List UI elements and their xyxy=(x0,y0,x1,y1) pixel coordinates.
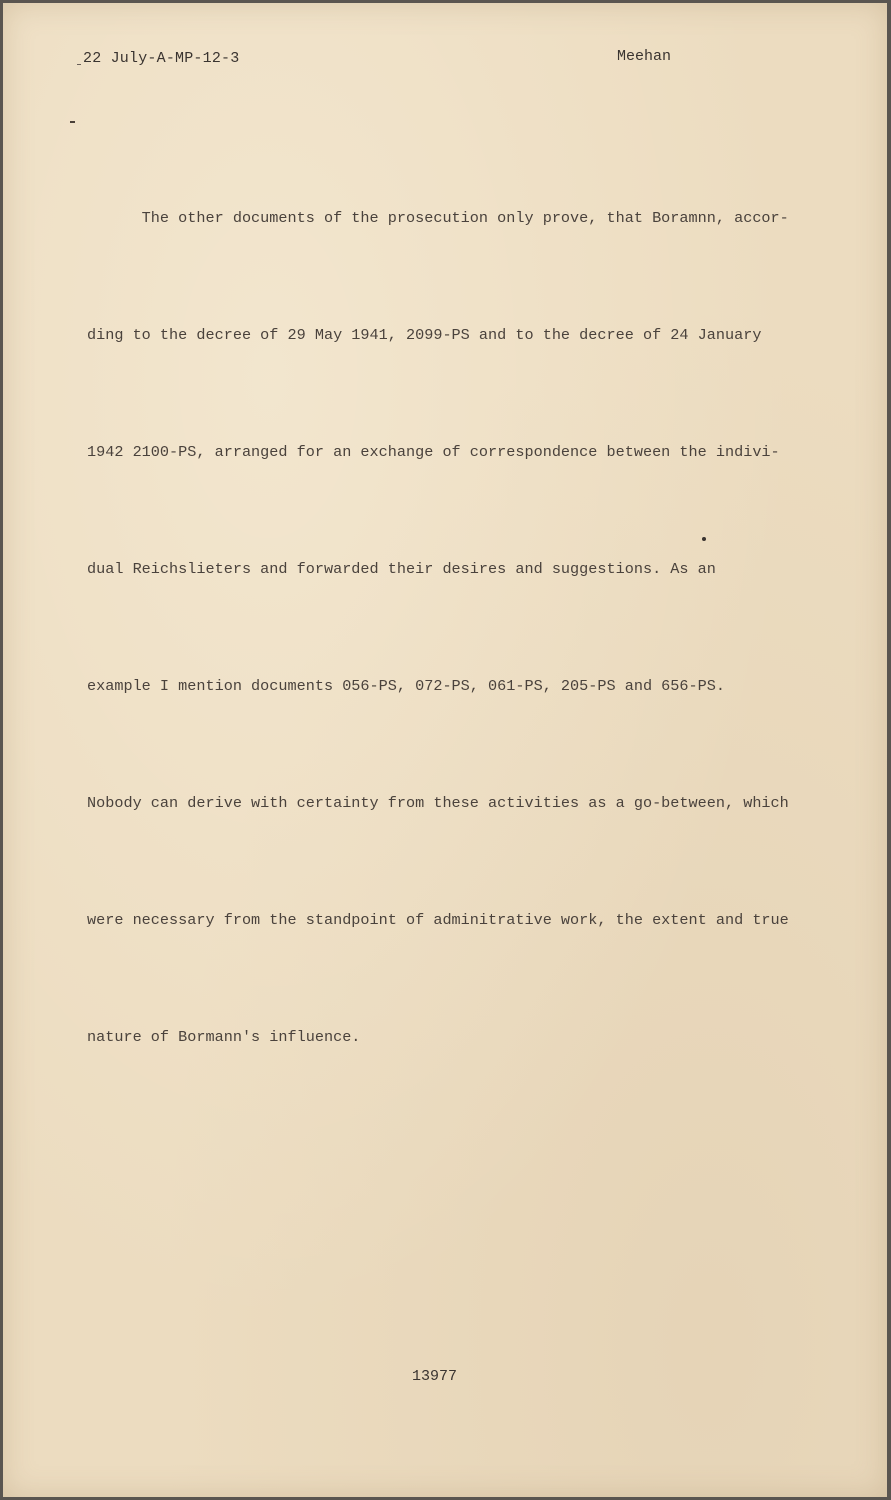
body-line: 1942 2100-PS, arranged for an exchange of correspondence between the indivi- xyxy=(87,443,780,461)
body-line: Nobody can derive with certainty from these activities as a go-between, which xyxy=(87,794,789,812)
margin-mark xyxy=(70,121,75,123)
document-reference: 22 July-A-MP-12-3 xyxy=(83,50,240,67)
speaker-name: Meehan xyxy=(617,48,672,65)
ink-speck xyxy=(702,537,706,541)
body-line: example I mention documents 056-PS, 072-PS, 061-PS, 205-PS and 656-PS. xyxy=(87,677,725,695)
body-line: were necessary from the standpoint of adminitrative work, the extent and true xyxy=(87,911,789,929)
body-line: ding to the decree of 29 May 1941, 2099-PS and to the decree of 24 January xyxy=(87,326,762,344)
body-line: The other documents of the prosecution only prove, that Boramnn, accor- xyxy=(87,209,789,227)
body-paragraph xyxy=(87,121,837,1135)
document-page xyxy=(3,3,887,1497)
body-line: dual Reichslieters and forwarded their desires and suggestions. As an xyxy=(87,560,716,578)
page-number: 13977 xyxy=(412,1368,458,1385)
body-line: nature of Bormann's influence. xyxy=(87,1028,361,1046)
